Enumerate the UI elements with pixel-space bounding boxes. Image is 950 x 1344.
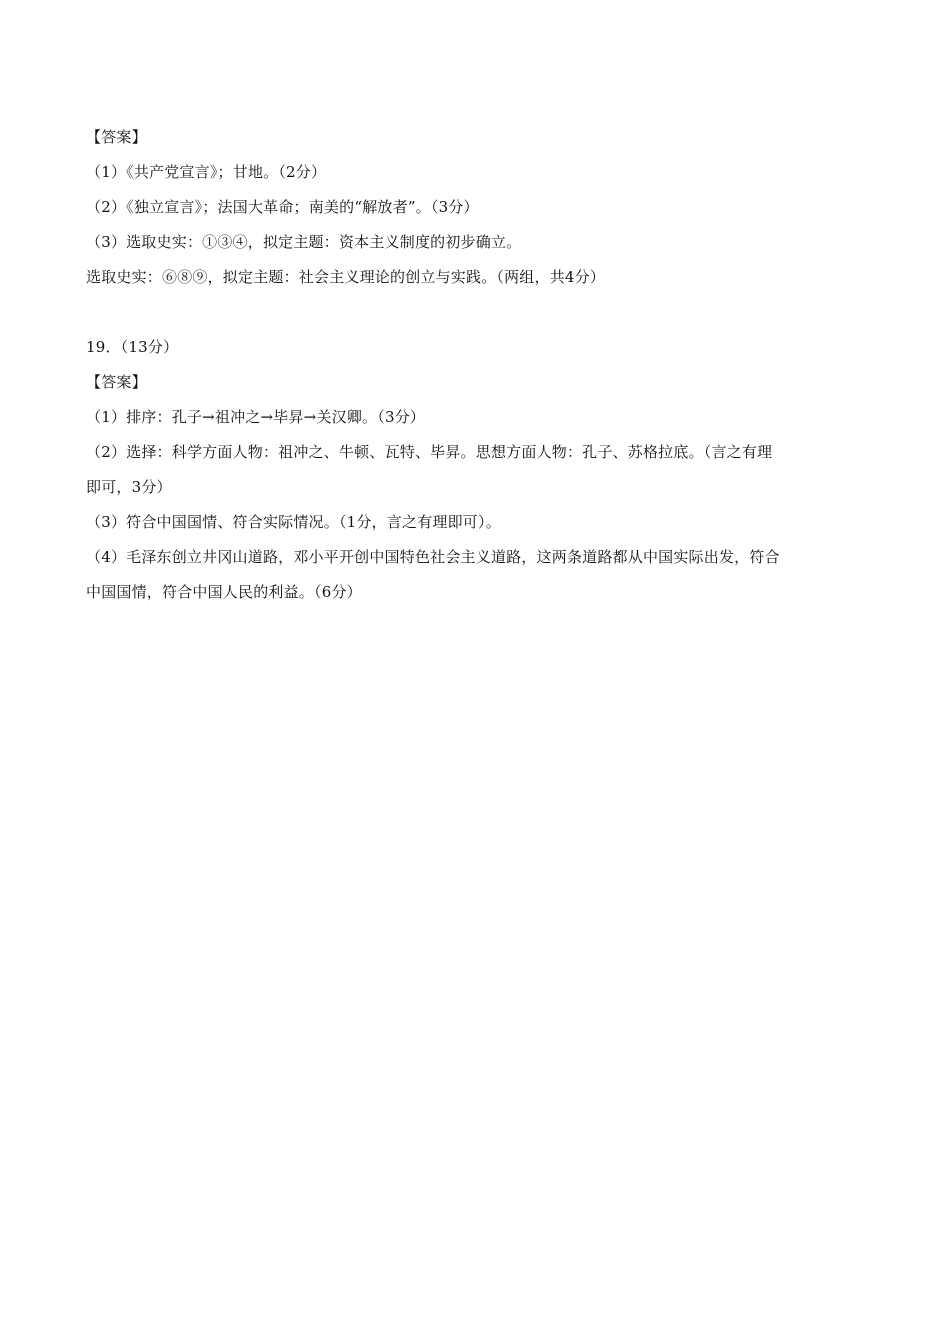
answer-line-1: （1）排序：孔子→祖冲之→毕昇→关汉卿。（3分）: [86, 408, 426, 426]
answer-label: 【答案】: [86, 373, 147, 391]
answer-line-2: （2）《独立宣言》；法国大革命；南美的“解放者”。（3分）: [86, 198, 479, 216]
question-section-19: [86, 330, 856, 610]
answer-line-3: （3）选取史实：①③④，拟定主题：资本主义制度的初步确立。: [86, 233, 522, 251]
answer-label: 【答案】: [86, 128, 147, 146]
answer-line-2-cont: 即可，3分）: [86, 478, 172, 496]
question-heading: 19．（13分）: [86, 338, 179, 356]
answer-line-2: （2）选择：科学方面人物：祖冲之、牛顿、瓦特、毕昇。思想方面人物：孔子、苏格拉底。（言之有理: [86, 443, 773, 461]
answer-line-4: 选取史实：⑥⑧⑨，拟定主题：社会主义理论的创立与实践。（两组，共4分）: [86, 268, 606, 286]
answer-line-3: （3）符合中国国情、符合实际情况。（1分，言之有理即可）。: [86, 513, 501, 531]
answer-line-1: （1）《共产党宣言》；甘地。（2分）: [86, 163, 327, 181]
answer-line-4-cont: 中国国情，符合中国人民的利益。（6分）: [86, 583, 362, 601]
answer-line-4: （4）毛泽东创立井冈山道路，邓小平开创中国特色社会主义道路，这两条道路都从中国实际出发，符合: [86, 548, 780, 566]
answer-section-18: [86, 120, 856, 295]
